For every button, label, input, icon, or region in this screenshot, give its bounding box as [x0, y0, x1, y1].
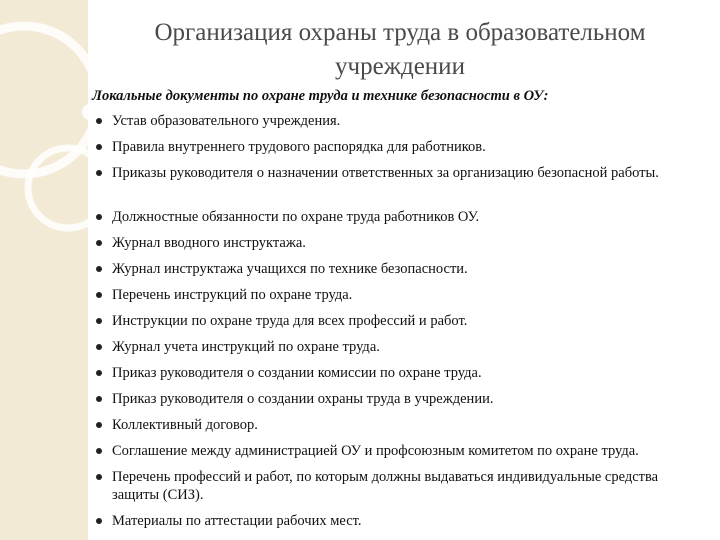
bullet-icon — [96, 170, 102, 176]
list-item-text: Журнал вводного инструктажа. — [112, 235, 306, 251]
list-item — [92, 164, 712, 182]
bullet-icon — [96, 448, 102, 454]
list-item-text: Устав образовательного учреждения. — [112, 113, 341, 129]
list-item — [92, 286, 712, 304]
list-item-text: Журнал инструктажа учащихся по технике безопасности. — [112, 261, 468, 277]
list-item-text: Должностные обязанности по охране труда работников ОУ. — [112, 209, 480, 225]
bullet-icon — [96, 474, 102, 480]
list-item-text: Материалы по аттестации рабочих мест. — [112, 513, 362, 529]
list-item — [92, 234, 712, 252]
list-item — [92, 416, 712, 434]
list-item — [92, 312, 712, 330]
page-title-line-2: учреждении — [335, 53, 465, 80]
bullet-icon — [96, 144, 102, 150]
list-item — [92, 138, 712, 156]
list-item-text: Приказ руководителя о создании охраны труда в учреждении. — [112, 391, 494, 407]
list-item — [92, 468, 712, 504]
list-item-text: Перечень профессий и работ, по которым должны выдаваться индивидуальные средства защиты (СИЗ). — [112, 469, 659, 503]
list-item — [92, 338, 712, 356]
bullet-icon — [96, 292, 102, 298]
bullet-icon — [96, 266, 102, 272]
bullet-icon — [96, 370, 102, 376]
bullet-icon — [96, 422, 102, 428]
list-item — [92, 512, 712, 530]
page-title-line-1: Организация охраны труда в образовательном — [154, 19, 646, 46]
bullet-icon — [96, 344, 102, 350]
list-item-text: Журнал учета инструкций по охране труда. — [112, 339, 380, 355]
bullet-icon — [96, 318, 102, 324]
list-item-text: Приказы руководителя о назначении ответственных за организацию безопасной работы. — [112, 165, 659, 181]
bullet-icon — [96, 396, 102, 402]
bullet-icon — [96, 214, 102, 220]
list-item-text: Правила внутреннего трудового распорядка для работников. — [112, 139, 486, 155]
list-item-text: Коллективный договор. — [112, 417, 258, 433]
list-item-text: Перечень инструкций по охране труда. — [112, 287, 353, 303]
bullet-icon — [96, 240, 102, 246]
list-item — [92, 208, 712, 226]
list-item — [92, 112, 712, 130]
list-item-text: Инструкции по охране труда для всех профессий и работ. — [112, 313, 468, 329]
list-item-text: Соглашение между администрацией ОУ и профсоюзным комитетом по охране труда. — [112, 443, 639, 459]
list-item — [92, 390, 712, 408]
list-item — [92, 442, 712, 460]
page-title — [100, 16, 700, 84]
bullet-icon — [96, 518, 102, 524]
list-item — [92, 260, 712, 278]
bullet-icon — [96, 118, 102, 124]
section-heading: Локальные документы по охране труда и технике безопасности в ОУ: — [92, 88, 549, 104]
list-item-text: Приказ руководителя о создании комиссии по охране труда. — [112, 365, 482, 381]
list-item — [92, 364, 712, 382]
